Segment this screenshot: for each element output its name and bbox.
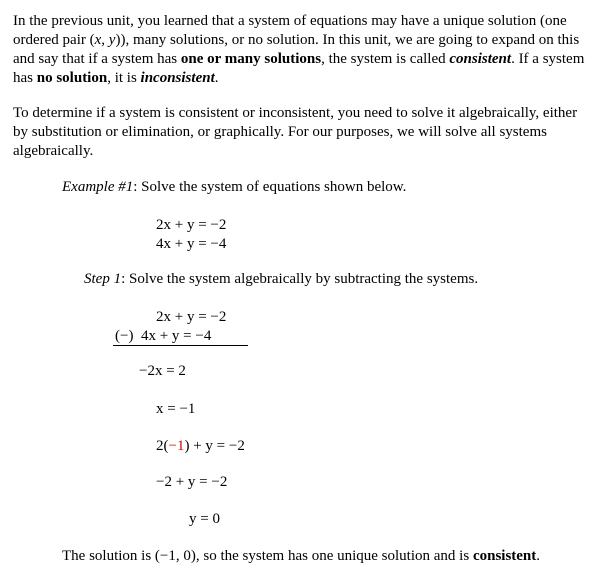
subtraction-equation-1: 2x + y = −2 <box>156 309 227 325</box>
example-system <box>156 216 226 254</box>
bold-one-or-many: one or many solutions <box>180 51 322 67</box>
bold-no-solution: no solution <box>36 70 108 86</box>
substituted-value: −1 <box>168 438 185 454</box>
term-consistent: consistent <box>449 51 512 67</box>
example-heading: Example #1: Solve the system of equations shown below. <box>62 179 407 195</box>
work-line-4: −2 + y = −2 <box>156 474 228 490</box>
step-1-heading: Step 1: Solve the system algebraically by subtracting the systems. <box>84 271 479 287</box>
example-equation-2: 4x + y = −4 <box>156 236 227 252</box>
work-line-3: 2(−1) + y = −2 <box>156 438 245 454</box>
work-line-5: y = 0 <box>189 511 220 527</box>
subtraction-rule <box>113 345 248 346</box>
intro-paragraph: In the previous unit, you learned that a system of equations may have a unique solution (one ordered pair (x, y)), many solutions, or no solution. In this unit, we are going to expand on this and say that if a system has one or many solutions, the system is called consistent. If a system has no solution, it is inconsistent. <box>13 13 585 86</box>
conclusion: The solution is (−1, 0), so the system has one unique solution and is consistent. <box>62 548 541 564</box>
method-paragraph: To determine if a system is consistent or inconsistent, you need to solve it algebraically, either by substitution or elimination, or graphically. For our purposes, we will solve all systems algebraically. <box>13 105 578 159</box>
work-line-1: −2x = 2 <box>139 363 186 379</box>
subtract-operator: (−) <box>115 328 134 344</box>
work-line-2: x = −1 <box>156 401 196 417</box>
subtraction-equation-2: (−) 4x + y = −4 <box>115 328 212 344</box>
subtraction-setup <box>115 308 226 346</box>
example-equation-1: 2x + y = −2 <box>156 217 227 233</box>
term-inconsistent: inconsistent <box>140 70 215 86</box>
